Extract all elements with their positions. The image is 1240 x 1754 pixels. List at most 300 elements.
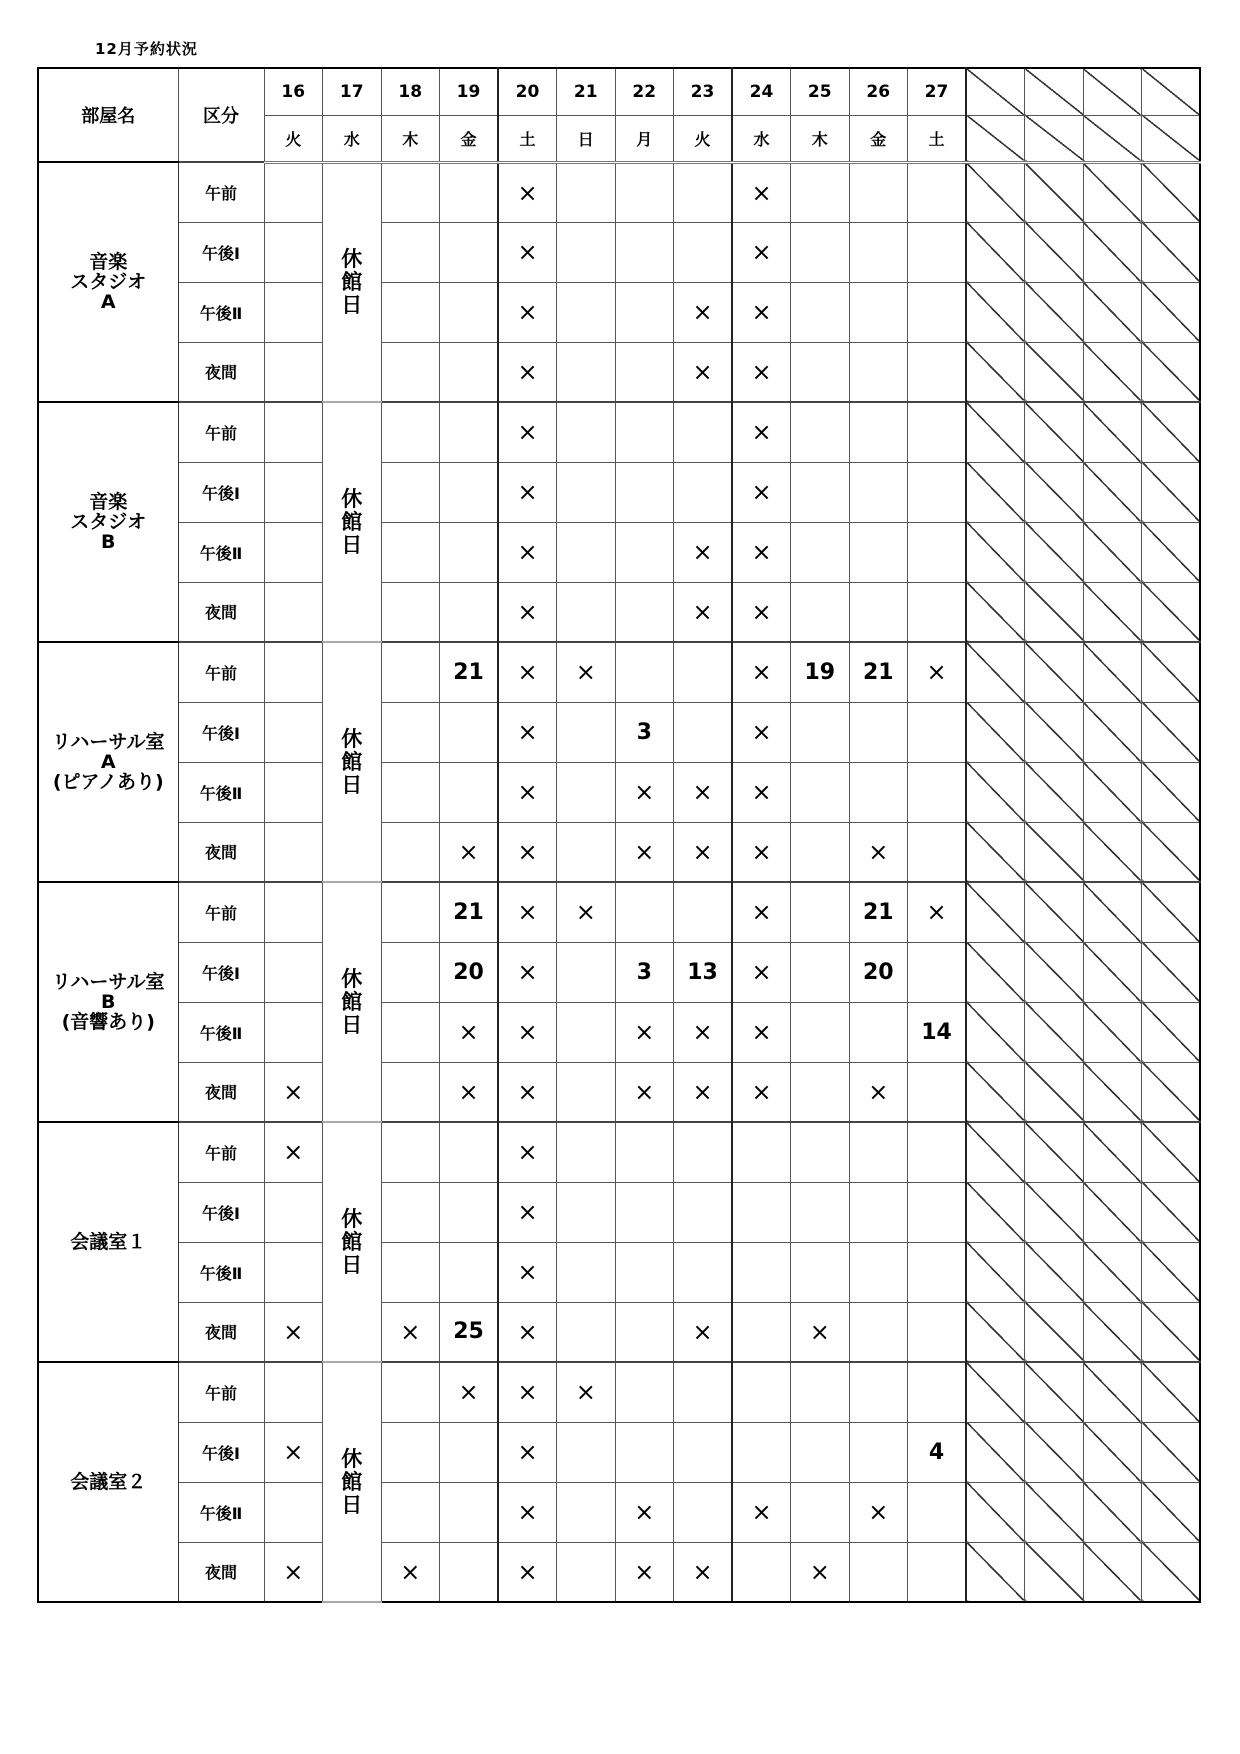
reservation-cell [381, 702, 440, 762]
blank-cell [1142, 115, 1201, 162]
reservation-cell: × [791, 1542, 850, 1602]
reservation-cell [557, 1302, 616, 1362]
day-number: 23 [674, 68, 733, 115]
blank-cell [1025, 162, 1084, 222]
reservation-cell [440, 1422, 499, 1482]
reservation-cell [381, 1422, 440, 1482]
reservation-cell [908, 762, 967, 822]
room-name: 音楽 スタジオ A [38, 162, 178, 402]
reservation-cell [381, 162, 440, 222]
slot-header: 区分 [178, 68, 264, 162]
reservation-cell [615, 222, 674, 282]
reservation-cell: × [498, 1362, 557, 1422]
reservation-cell: 21 [849, 882, 908, 942]
reservation-cell [791, 462, 850, 522]
reservation-cell [849, 1002, 908, 1062]
reservation-cell [381, 342, 440, 402]
reservation-cell: × [381, 1542, 440, 1602]
weekday: 土 [908, 115, 967, 162]
reservation-cell [440, 282, 499, 342]
blank-cell [1083, 1122, 1142, 1182]
reservation-cell: × [498, 762, 557, 822]
reservation-cell: × [674, 522, 733, 582]
day-number: 20 [498, 68, 557, 115]
reservation-cell [849, 702, 908, 762]
day-number: 26 [849, 68, 908, 115]
day-number: 18 [381, 68, 440, 115]
time-slot-label: 夜間 [178, 1542, 264, 1602]
blank-cell [1083, 222, 1142, 282]
blank-cell [1083, 942, 1142, 1002]
reservation-cell [440, 462, 499, 522]
reservation-cell [615, 522, 674, 582]
blank-cell [1083, 1242, 1142, 1302]
reservation-cell: 13 [674, 942, 733, 1002]
reservation-cell [674, 1182, 733, 1242]
reservation-cell [381, 282, 440, 342]
blank-cell [1025, 882, 1084, 942]
table-row [38, 1362, 1200, 1422]
reservation-cell [791, 822, 850, 882]
blank-cell [1025, 582, 1084, 642]
reservation-cell: × [498, 702, 557, 762]
reservation-cell [264, 462, 323, 522]
reservation-cell [557, 1482, 616, 1542]
reservation-cell: 14 [908, 1002, 967, 1062]
reservation-cell [674, 1122, 733, 1182]
reservation-cell: 3 [615, 942, 674, 1002]
time-slot-label: 夜間 [178, 1302, 264, 1362]
reservation-cell [557, 762, 616, 822]
reservation-cell [791, 222, 850, 282]
blank-cell [1025, 822, 1084, 882]
reservation-cell: × [732, 702, 791, 762]
weekday: 金 [849, 115, 908, 162]
reservation-cell [557, 282, 616, 342]
blank-cell [966, 1182, 1025, 1242]
reservation-cell [674, 882, 733, 942]
reservation-cell [264, 342, 323, 402]
reservation-cell: × [732, 462, 791, 522]
reservation-cell [381, 762, 440, 822]
table-row [38, 1422, 1200, 1482]
reservation-cell [381, 402, 440, 462]
reservation-cell [615, 342, 674, 402]
reservation-cell [908, 1242, 967, 1302]
reservation-cell [908, 942, 967, 1002]
table-row [38, 222, 1200, 282]
reservation-cell [791, 1062, 850, 1122]
table-row [38, 762, 1200, 822]
time-slot-label: 夜間 [178, 342, 264, 402]
reservation-cell [264, 642, 323, 702]
reservation-cell [557, 222, 616, 282]
day-number: 24 [732, 68, 791, 115]
weekday: 木 [791, 115, 850, 162]
table-row [38, 1242, 1200, 1302]
blank-cell [1083, 462, 1142, 522]
reservation-cell [674, 222, 733, 282]
blank-cell [1025, 1182, 1084, 1242]
blank-cell [1083, 342, 1142, 402]
blank-cell [966, 1242, 1025, 1302]
room-name: 会議室１ [38, 1122, 178, 1362]
time-slot-label: 午前 [178, 1362, 264, 1422]
table-row [38, 462, 1200, 522]
blank-cell [966, 522, 1025, 582]
reservation-cell [849, 402, 908, 462]
reservation-cell [615, 882, 674, 942]
reservation-cell: × [732, 1482, 791, 1542]
reservation-cell [381, 462, 440, 522]
reservation-cell [440, 1122, 499, 1182]
reservation-cell: × [908, 642, 967, 702]
reservation-cell: × [498, 1242, 557, 1302]
reservation-cell [264, 702, 323, 762]
blank-cell [966, 68, 1025, 115]
blank-cell [966, 1542, 1025, 1602]
reservation-cell [908, 1062, 967, 1122]
weekday: 金 [440, 115, 499, 162]
blank-cell [1083, 1302, 1142, 1362]
reservation-cell [674, 1242, 733, 1302]
reservation-cell [908, 702, 967, 762]
reservation-cell [557, 1062, 616, 1122]
blank-cell [1142, 222, 1201, 282]
blank-cell [966, 822, 1025, 882]
blank-cell [1142, 1302, 1201, 1362]
blank-cell [1083, 522, 1142, 582]
blank-cell [1083, 1362, 1142, 1422]
reservation-cell [557, 1122, 616, 1182]
reservation-cell [381, 1362, 440, 1422]
reservation-cell [849, 522, 908, 582]
reservation-cell [381, 222, 440, 282]
reservation-cell [791, 1482, 850, 1542]
reservation-cell: × [732, 642, 791, 702]
reservation-cell [381, 1062, 440, 1122]
blank-cell [1083, 882, 1142, 942]
table-row [38, 162, 1200, 222]
reservation-cell [791, 1362, 850, 1422]
reservation-cell [908, 402, 967, 462]
time-slot-label: 午後Ⅰ [178, 462, 264, 522]
blank-cell [1142, 762, 1201, 822]
table-row [38, 1182, 1200, 1242]
reservation-cell [674, 462, 733, 522]
reservation-cell [381, 522, 440, 582]
reservation-cell [440, 702, 499, 762]
reservation-cell: × [615, 1542, 674, 1602]
reservation-cell [849, 1542, 908, 1602]
time-slot-label: 午後Ⅱ [178, 522, 264, 582]
reservation-cell: × [498, 522, 557, 582]
blank-cell [966, 762, 1025, 822]
page-title: 12月予約状況 [95, 40, 198, 58]
blank-cell [1083, 1482, 1142, 1542]
weekday: 水 [323, 115, 382, 162]
blank-cell [1142, 882, 1201, 942]
reservation-cell [908, 522, 967, 582]
reservation-cell [264, 1182, 323, 1242]
reservation-cell [440, 582, 499, 642]
reservation-cell [849, 582, 908, 642]
reservation-cell [615, 582, 674, 642]
blank-cell [1083, 1002, 1142, 1062]
blank-cell [966, 115, 1025, 162]
blank-cell [1025, 1542, 1084, 1602]
reservation-cell: × [557, 882, 616, 942]
time-slot-label: 午後Ⅱ [178, 1002, 264, 1062]
reservation-cell [440, 522, 499, 582]
reservation-cell [849, 1182, 908, 1242]
reservation-cell [557, 462, 616, 522]
time-slot-label: 午後Ⅰ [178, 1422, 264, 1482]
reservation-cell [381, 882, 440, 942]
blank-cell [966, 1002, 1025, 1062]
reservation-cell: × [440, 1362, 499, 1422]
reservation-cell: × [674, 582, 733, 642]
blank-cell [1025, 1062, 1084, 1122]
reservation-cell: × [440, 1062, 499, 1122]
blank-cell [966, 402, 1025, 462]
blank-cell [1025, 1302, 1084, 1362]
room-name: リハーサル室 A (ピアノあり) [38, 642, 178, 882]
blank-cell [1142, 522, 1201, 582]
weekday: 火 [674, 115, 733, 162]
reservation-cell [849, 1422, 908, 1482]
reservation-cell: × [498, 402, 557, 462]
reservation-cell: × [498, 582, 557, 642]
blank-cell [1025, 1122, 1084, 1182]
blank-cell [1142, 1002, 1201, 1062]
reservation-cell [557, 1182, 616, 1242]
time-slot-label: 午後Ⅰ [178, 222, 264, 282]
reservation-cell [440, 1182, 499, 1242]
reservation-cell [381, 1002, 440, 1062]
reservation-cell [381, 582, 440, 642]
reservation-cell: × [557, 642, 616, 702]
time-slot-label: 夜間 [178, 822, 264, 882]
reservation-cell: × [732, 402, 791, 462]
blank-cell [1142, 822, 1201, 882]
blank-cell [1025, 68, 1084, 115]
reservation-cell: × [674, 1062, 733, 1122]
reservation-cell [908, 582, 967, 642]
reservation-cell [440, 342, 499, 402]
reservation-cell [908, 222, 967, 282]
blank-cell [1083, 115, 1142, 162]
reservation-cell [732, 1182, 791, 1242]
reservation-cell [849, 1362, 908, 1422]
reservation-cell [264, 942, 323, 1002]
reservation-cell [615, 1182, 674, 1242]
reservation-cell: × [732, 1002, 791, 1062]
reservation-cell: × [264, 1542, 323, 1602]
blank-cell [1142, 1422, 1201, 1482]
table-row [38, 582, 1200, 642]
time-slot-label: 午前 [178, 402, 264, 462]
reservation-cell [849, 162, 908, 222]
reservation-cell: × [498, 1122, 557, 1182]
reservation-cell [908, 822, 967, 882]
blank-cell [1083, 1062, 1142, 1122]
reservation-cell: 20 [440, 942, 499, 1002]
reservation-cell [674, 1482, 733, 1542]
room-name: 音楽 スタジオ B [38, 402, 178, 642]
blank-cell [1142, 1182, 1201, 1242]
reservation-cell [264, 1362, 323, 1422]
blank-cell [1142, 642, 1201, 702]
reservation-cell [381, 642, 440, 702]
blank-cell [966, 462, 1025, 522]
reservation-cell: × [732, 342, 791, 402]
reservation-cell [791, 282, 850, 342]
reservation-cell: × [674, 822, 733, 882]
blank-cell [1142, 1122, 1201, 1182]
time-slot-label: 午後Ⅱ [178, 282, 264, 342]
blank-cell [1142, 702, 1201, 762]
reservation-cell [440, 1542, 499, 1602]
day-number: 22 [615, 68, 674, 115]
time-slot-label: 午前 [178, 1122, 264, 1182]
table-row [38, 402, 1200, 462]
reservation-cell: × [732, 942, 791, 1002]
blank-cell [1025, 1362, 1084, 1422]
time-slot-label: 夜間 [178, 582, 264, 642]
blank-cell [1025, 1482, 1084, 1542]
reservation-cell [381, 1482, 440, 1542]
weekday: 日 [557, 115, 616, 162]
table-row [38, 942, 1200, 1002]
reservation-cell [791, 1242, 850, 1302]
reservation-cell: × [498, 342, 557, 402]
reservation-cell [674, 162, 733, 222]
reservation-cell [381, 942, 440, 1002]
reservation-cell: × [498, 1182, 557, 1242]
time-slot-label: 午後Ⅰ [178, 1182, 264, 1242]
time-slot-label: 午前 [178, 642, 264, 702]
table-row [38, 642, 1200, 702]
reservation-cell [849, 762, 908, 822]
reservation-cell: 20 [849, 942, 908, 1002]
table-row [38, 1302, 1200, 1362]
reservation-cell [440, 222, 499, 282]
reservation-cell [440, 762, 499, 822]
blank-cell [1083, 822, 1142, 882]
blank-cell [966, 1482, 1025, 1542]
reservation-cell [908, 1482, 967, 1542]
reservation-cell: × [732, 822, 791, 882]
blank-cell [1025, 522, 1084, 582]
reservation-cell: × [732, 882, 791, 942]
reservation-cell: × [674, 1542, 733, 1602]
reservation-cell [440, 1482, 499, 1542]
reservation-cell [615, 282, 674, 342]
reservation-cell [732, 1242, 791, 1302]
reservation-cell [908, 282, 967, 342]
reservation-cell [849, 1242, 908, 1302]
reservation-cell [849, 282, 908, 342]
time-slot-label: 午後Ⅱ [178, 1242, 264, 1302]
blank-cell [1142, 942, 1201, 1002]
reservation-cell: × [732, 162, 791, 222]
blank-cell [1142, 402, 1201, 462]
reservation-cell: × [498, 282, 557, 342]
blank-cell [1142, 1362, 1201, 1422]
blank-cell [1025, 642, 1084, 702]
reservation-cell: × [849, 822, 908, 882]
reservation-cell: × [498, 822, 557, 882]
reservation-cell [264, 222, 323, 282]
reservation-cell: × [674, 282, 733, 342]
reservation-cell [557, 942, 616, 1002]
blank-cell [1142, 162, 1201, 222]
reservation-cell [791, 402, 850, 462]
reservation-cell [440, 402, 499, 462]
blank-cell [1083, 68, 1142, 115]
reservation-cell [791, 1182, 850, 1242]
reservation-cell [791, 942, 850, 1002]
blank-cell [966, 702, 1025, 762]
reservation-cell: × [849, 1482, 908, 1542]
blank-cell [966, 282, 1025, 342]
reservation-cell: × [498, 942, 557, 1002]
reservation-cell: × [674, 762, 733, 822]
reservation-cell [615, 462, 674, 522]
reservation-cell [791, 582, 850, 642]
reservation-cell [381, 1182, 440, 1242]
room-name: 会議室２ [38, 1362, 178, 1602]
reservation-cell [557, 162, 616, 222]
table-row [38, 1542, 1200, 1602]
day-number: 21 [557, 68, 616, 115]
blank-cell [1142, 1062, 1201, 1122]
reservation-cell [264, 582, 323, 642]
reservation-cell: × [674, 1302, 733, 1362]
reservation-cell [791, 162, 850, 222]
day-number: 25 [791, 68, 850, 115]
reservation-cell: × [732, 1062, 791, 1122]
reservation-cell [557, 342, 616, 402]
time-slot-label: 午後Ⅱ [178, 1482, 264, 1542]
reservation-cell: × [498, 1062, 557, 1122]
blank-cell [966, 1062, 1025, 1122]
reservation-cell [615, 1422, 674, 1482]
blank-cell [1083, 702, 1142, 762]
reservation-cell [440, 1242, 499, 1302]
reservation-cell: × [498, 1422, 557, 1482]
reservation-cell [615, 1242, 674, 1302]
reservation-cell [557, 1002, 616, 1062]
blank-cell [1142, 1242, 1201, 1302]
reservation-cell [264, 882, 323, 942]
reservation-cell [264, 522, 323, 582]
blank-cell [1142, 1542, 1201, 1602]
blank-cell [1142, 68, 1201, 115]
blank-cell [1025, 282, 1084, 342]
reservation-cell: × [615, 1482, 674, 1542]
reservation-cell: 25 [440, 1302, 499, 1362]
blank-cell [1025, 942, 1084, 1002]
table-row [38, 702, 1200, 762]
reservation-cell: × [615, 1002, 674, 1062]
weekday: 土 [498, 115, 557, 162]
blank-cell [1025, 1002, 1084, 1062]
reservation-cell: × [498, 162, 557, 222]
reservation-cell [791, 1122, 850, 1182]
blank-cell [1142, 1482, 1201, 1542]
